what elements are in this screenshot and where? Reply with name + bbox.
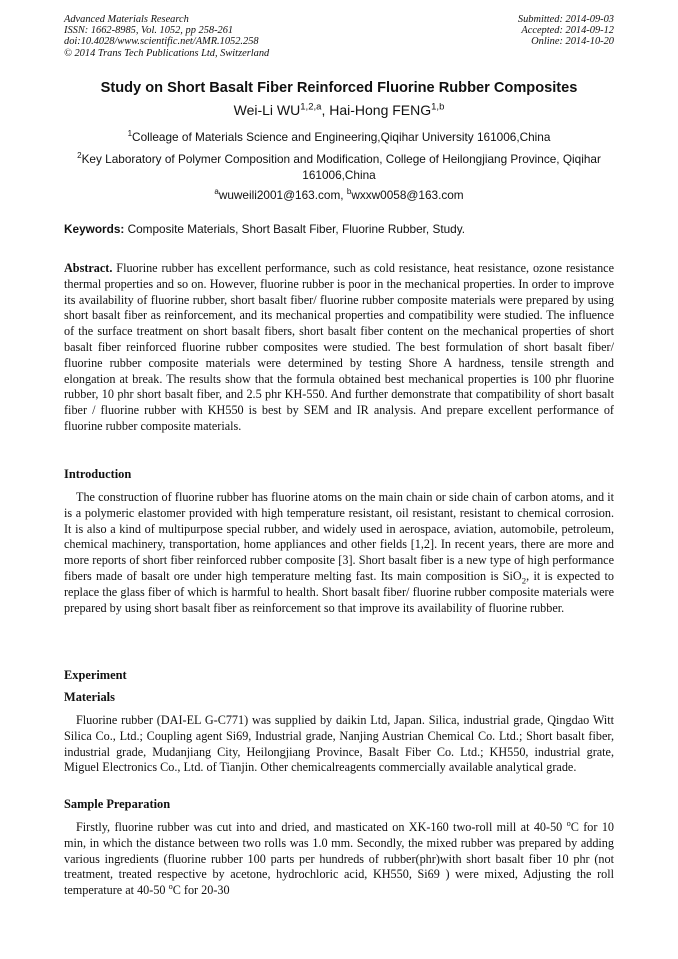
email-a: wuweili2001@163.com, — [218, 188, 347, 202]
submitted-date: Submitted: 2014-09-03 — [517, 14, 614, 25]
prep-text-3: C for 20-30 — [172, 883, 230, 898]
abstract — [64, 261, 614, 435]
abstract-text: Fluorine rubber has excellent performance, such as cold resistance, heat resistance, ozone resistance thermal properties and so on. However, fluorine rubber is poor in the mechanical properties. In order to improve its availability of fluorine rubber, short basalt fiber/ fluorine rubber composite materials were prepared by using short basalt fiber as reinforcement, and its mechanical properties and compatibility were studied. The influence of the surface treatment on short basalt fibers, short basalt fiber content on the mechanical properties of short basalt fiber reinforced fluorine rubber composites were studied. The best formulation of short basalt fiber/ fluorine rubber composite materials were determined by testing Shore A hardness, tensile strength and elongation at break. The results show that the formula obtained best mechanical properties is 100 phr fluorine rubber, 10 phr short basalt fiber, and 2.5 phr KH-550. And further demonstrate that compatibility of short basalt fiber / fluorine rubber with KH550 is best by SEM and IR analysis. And prepare excellent performance of fluorine rubber composite materials. — [64, 261, 614, 433]
keywords-label: Keywords: — [64, 222, 125, 236]
doi-line: doi:10.4028/www.scientific.net/AMR.1052.258 — [64, 36, 259, 48]
email-a-mark: a — [214, 187, 219, 197]
materials-heading: Materials — [64, 690, 115, 704]
keywords — [64, 222, 624, 236]
email-b: wxxw0058@163.com — [351, 188, 464, 202]
author-separator: , — [321, 102, 330, 118]
affiliation-1 — [60, 130, 618, 146]
prep-text-2: C for 10 min, in which the distance between two rolls was 1.0 mm. Secondly, the mixed rubber was prepared by adding various ingredients (fluorine rubber 100 parts per hundreds of rubber(phr)with short basalt fiber 10 phr (not treatment, treated respective by acetone, hydrochloric acid, KH550, Si69 ) were mixed, Adjusting the roll temperature at 40-50 — [64, 820, 615, 898]
introduction-heading: Introduction — [64, 467, 132, 481]
author-1-affil: 1,2,a — [300, 101, 322, 113]
affiliation-1-mark: 1 — [127, 129, 133, 139]
keywords-text: Composite Materials, Short Basalt Fiber, Fluorine Rubber, Study. — [124, 222, 466, 236]
author-line — [40, 102, 638, 118]
sample-prep-heading: Sample Preparation — [64, 797, 171, 811]
experiment-heading: Experiment — [64, 668, 127, 682]
affiliation-2 — [60, 152, 618, 183]
email-b-mark: b — [346, 187, 352, 197]
affiliation-2-text: Key Laboratory of Polymer Composition and Modification, College of Heilongjiang Province, Qiqihar 161006,China — [81, 152, 601, 182]
affiliation-2-mark: 2 — [77, 151, 82, 161]
author-2-name: Hai-Hong FENG — [329, 102, 432, 118]
prep-text-1: Firstly, fluorine rubber was cut into and dried, and masticated on XK-160 two-roll mill at 40-50 — [76, 820, 567, 834]
intro-text-1: The construction of fluorine rubber has fluorine atoms on the main chain or side chain of carbon atoms, and it is a polymeric elastomer provided with high temperature resistant, oil resistant, resistant to chemical corrosion. It is also a kind of multipurpose special rubber, and widely used in aerospace, aviation, automobile, petroleum, chemical machinery, transportation, home appliances and other fields [1,2]. In recent years, there are more and more reports of short fiber reinforced rubber composite [3]. Short basalt fiber is a new type of high performance fibers made of basalt ore under high temperature melting fast. Its main composition is SiO — [64, 490, 614, 583]
sample-prep-paragraph — [64, 820, 614, 899]
dates-header — [518, 14, 614, 48]
degree-mark-2: o — [168, 882, 173, 892]
journal-header — [64, 14, 269, 59]
introduction-paragraph — [64, 490, 614, 616]
copyright-line: © 2014 Trans Tech Publications Ltd, Switzerland — [64, 47, 270, 59]
email-line — [60, 188, 618, 204]
accepted-date: Accepted: 2014-09-12 — [521, 25, 614, 37]
degree-mark-1: o — [566, 818, 571, 828]
affiliation-1-text: Colleage of Materials Science and Engineering,Qiqihar University 161006,China — [132, 130, 551, 144]
author-1-name: Wei-Li WU — [233, 102, 301, 118]
materials-paragraph: Fluorine rubber (DAI-EL G-C771) was supplied by daikin Ltd, Japan. Silica, industrial grade, Qingdao Witt Silica Co., Ltd.; Coupling agent Si69, Industrial grade, Nanjing Austrian Chemical Co. Ltd.; Short basalt fiber, industrial grade, Mudanjiang City, Heilongjiang Province, Basalt Fiber Co. Ltd.; KH550, industrial grate, Miguel Electronics Co., Ltd. of Tianjin. Other chemicalreagents commercially available analytical grade. — [64, 713, 614, 775]
intro-subscript: 2 — [521, 575, 527, 586]
abstract-label: Abstract. — [64, 261, 113, 275]
online-date: Online: 2014-10-20 — [531, 36, 614, 48]
journal-name: Advanced Materials Research — [64, 14, 189, 25]
intro-text-2: , it is expected to replace the glass fiber of which is harmful to health. Short basalt fiber/ fluorine rubber composite materials were prepared by using short basalt fiber as reinforcement so that improve its availability of fluorine rubber. — [64, 568, 614, 615]
paper-title: Study on Short Basalt Fiber Reinforced Fluorine Rubber Composites — [100, 80, 578, 96]
issn-line: ISSN: 1662-8985, Vol. 1052, pp 258-261 — [64, 25, 234, 37]
author-2-affil: 1,b — [431, 101, 445, 113]
